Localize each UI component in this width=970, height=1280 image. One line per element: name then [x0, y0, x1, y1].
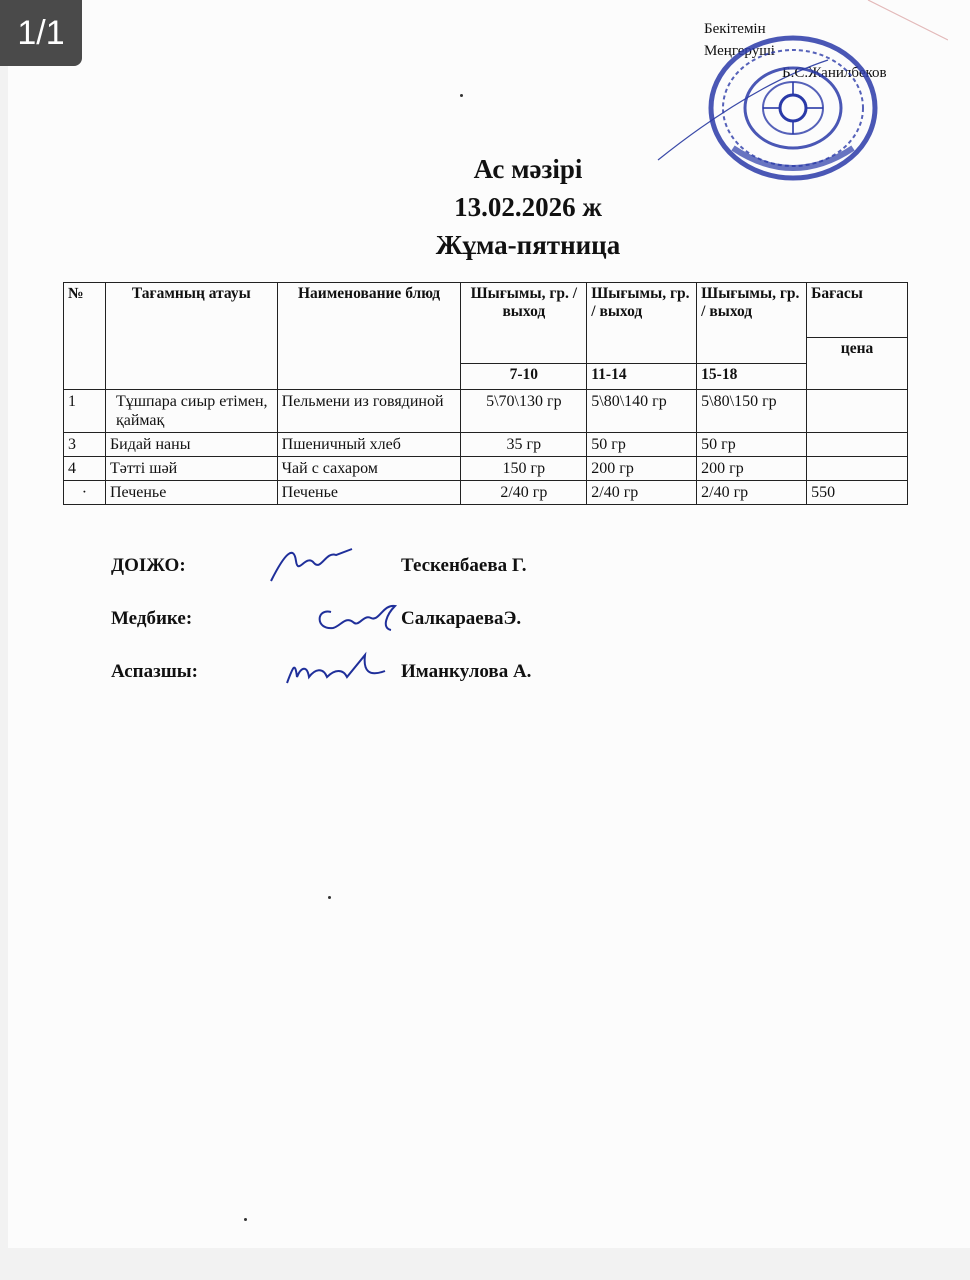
dish-name-kz: Тәтті шәй: [105, 457, 277, 481]
dish-name-kz: Бидай наны: [105, 433, 277, 457]
output-15-18: 2/40 гр: [697, 481, 807, 505]
signature-name: Тескенбаева Г.: [401, 555, 527, 576]
dish-name-kz: Печенье: [105, 481, 277, 505]
dish-name-ru: Печенье: [277, 481, 461, 505]
price: 550: [807, 481, 908, 505]
price: [807, 433, 908, 457]
dish-name-ru: Чай с сахаром: [277, 457, 461, 481]
output-15-18: 50 гр: [697, 433, 807, 457]
output-11-14: 50 гр: [587, 433, 697, 457]
output-7-10: 2/40 гр: [461, 481, 587, 505]
output-15-18: 5\80\150 гр: [697, 390, 807, 433]
approval-line-1: Бекітемін: [704, 21, 766, 37]
page-counter: 1/1: [0, 0, 82, 66]
approval-line-3: Б.С.Жанилбеков: [782, 65, 887, 81]
table-row: [64, 481, 908, 505]
price: [807, 390, 908, 433]
signature-role: ДОІЖО:: [111, 555, 186, 576]
col-header-price-kz: Бағасы: [807, 283, 908, 338]
scan-speck: [328, 896, 331, 899]
output-15-18: 200 гр: [697, 457, 807, 481]
dish-name-ru: Пельмени из говядиной: [277, 390, 461, 433]
age-group-15-18: 15-18: [697, 364, 807, 390]
output-7-10: 5\70\130 гр: [461, 390, 587, 433]
output-7-10: 150 гр: [461, 457, 587, 481]
col-header-number: №: [64, 283, 106, 390]
table-row: [64, 433, 908, 457]
output-11-14: 200 гр: [587, 457, 697, 481]
signature-role: Аспазшы:: [111, 661, 198, 682]
col-header-name-kz: Тағамның атауы: [105, 283, 277, 390]
row-number: 3: [64, 433, 106, 457]
scan-speck: [244, 1218, 247, 1221]
menu-table: [63, 282, 908, 505]
approval-line-2: Меңгеруші: [704, 43, 775, 59]
menu-title: Ас мәзірі: [473, 154, 583, 184]
dish-name-kz: Тұшпара сиыр етімен, қаймақ: [105, 390, 277, 433]
handwritten-signature-1: [266, 541, 356, 589]
col-header-output-2: Шығымы, гр. / выход: [587, 283, 697, 364]
signature-name: Иманкулова А.: [401, 661, 532, 682]
col-header-output-1: Шығымы, гр. / выход: [461, 283, 587, 364]
row-number: 4: [64, 457, 106, 481]
scan-speck: [460, 94, 463, 97]
col-header-output-3: Шығымы, гр. / выход: [697, 283, 807, 364]
handwritten-signature-2: [311, 594, 401, 642]
output-11-14: 2/40 гр: [587, 481, 697, 505]
output-11-14: 5\80\140 гр: [587, 390, 697, 433]
document-page: [8, 0, 970, 1248]
table-row: [64, 457, 908, 481]
menu-title-block: [8, 150, 970, 264]
age-group-7-10: 7-10: [461, 364, 587, 390]
handwritten-signature-3: [279, 647, 389, 695]
row-number: 1: [64, 390, 106, 433]
menu-date: 13.02.2026 ж: [454, 192, 602, 222]
col-header-price-ru: цена: [807, 338, 908, 390]
dish-name-ru: Пшеничный хлеб: [277, 433, 461, 457]
signature-role: Медбике:: [111, 608, 193, 629]
signature-name: СалкараеваЭ.: [401, 608, 522, 629]
price: [807, 457, 908, 481]
age-group-11-14: 11-14: [587, 364, 697, 390]
output-7-10: 35 гр: [461, 433, 587, 457]
table-row: [64, 390, 908, 433]
menu-day: Жұма-пятница: [435, 230, 621, 260]
col-header-name-ru: Наименование блюд: [277, 283, 461, 390]
row-number: ·: [64, 481, 106, 505]
